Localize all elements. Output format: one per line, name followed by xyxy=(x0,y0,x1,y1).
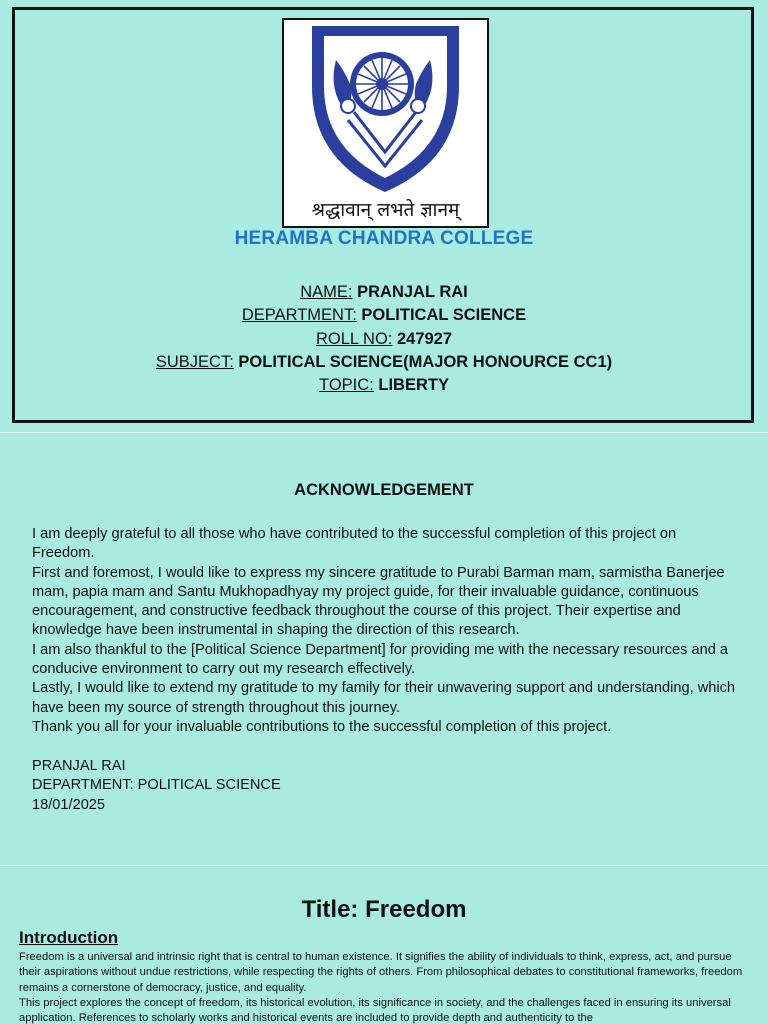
info-line-name xyxy=(0,281,768,304)
intro-paragraph: This project explores the concept of freedom, its historical evolution, its significance in society, and the challenges faced in ensuring its universal application. References to scholarly works and historical events are included to provide depth and authenticity to the xyxy=(19,996,731,1024)
info-line-subject xyxy=(0,351,768,374)
cover-page xyxy=(0,0,768,432)
signature-department: DEPARTMENT: POLITICAL SCIENCE xyxy=(32,777,281,794)
info-line-roll xyxy=(0,328,768,351)
essay-page xyxy=(0,866,768,1024)
college-logo xyxy=(282,18,489,228)
topic-label: TOPIC: xyxy=(319,376,374,395)
roll-label: ROLL NO: xyxy=(315,329,393,348)
acknowledgement-text xyxy=(32,525,740,737)
ack-paragraph: Thank you all for your invaluable contributions to the successful completion of this project. xyxy=(32,718,612,735)
signature-name: PRANJAL RAI xyxy=(32,758,126,774)
ack-paragraph: I am also thankful to the [Political Science Department] for providing me with the necessary resources and a conducive environment to carry out my research effectively. xyxy=(32,641,728,678)
introduction-text xyxy=(19,950,749,1024)
name-label: NAME: xyxy=(300,283,353,301)
college-motto: श्रद्धावान् लभते ज्ञानम् xyxy=(311,199,460,221)
signature-date: 18/01/2025 xyxy=(32,796,106,813)
signature-block xyxy=(32,757,281,815)
introduction-heading: Introduction xyxy=(19,928,119,947)
acknowledgement-heading: ACKNOWLEDGEMENT xyxy=(294,481,474,499)
department-value: POLITICAL SCIENCE xyxy=(361,306,527,325)
info-line-department xyxy=(0,304,768,327)
ack-paragraph: Lastly, I would like to extend my gratitude to my family for their unwavering support and understanding, which have been my source of strength throughout this journey. xyxy=(32,680,736,716)
department-label: DEPARTMENT: xyxy=(241,306,357,325)
acknowledgement-page xyxy=(0,433,768,865)
intro-paragraph: Freedom is a universal and intrinsic right that is central to human existence. It signifies the ability of individuals to think, express, act, and pursue their aspirations without undue restrictions, while respecting the rights of others. From philosophical debates to constitutional frameworks, freedom remains a cornerstone of democracy, justice, and equality. xyxy=(19,951,743,994)
subject-value: POLITICAL SCIENCE(MAJOR HONOURCE CC1) xyxy=(238,352,613,371)
student-info xyxy=(0,281,768,397)
name-value: PRANJAL RAI xyxy=(357,283,468,301)
subject-label: SUBJECT: xyxy=(155,352,234,371)
roll-value: 247927 xyxy=(396,329,453,348)
info-line-topic xyxy=(0,374,768,397)
college-name: HERAMBA CHANDRA COLLEGE xyxy=(234,228,534,249)
ack-paragraph: First and foremost, I would like to express my sincere gratitude to Purabi Barman mam, sarmistha Banerjee mam, papia mam and Santu Mukhopadhyay my project guide, for their invaluable guidance, continuous encouragement, and constructive feedback throughout the course of this project. Their expertise and knowledge have been instrumental in shaping the direction of this research. xyxy=(32,564,725,639)
ack-paragraph: I am deeply grateful to all those who have contributed to the successful completion of this project on Freedom. xyxy=(32,526,677,562)
topic-value: LIBERTY xyxy=(378,376,449,395)
essay-title: Title: Freedom xyxy=(301,896,467,923)
